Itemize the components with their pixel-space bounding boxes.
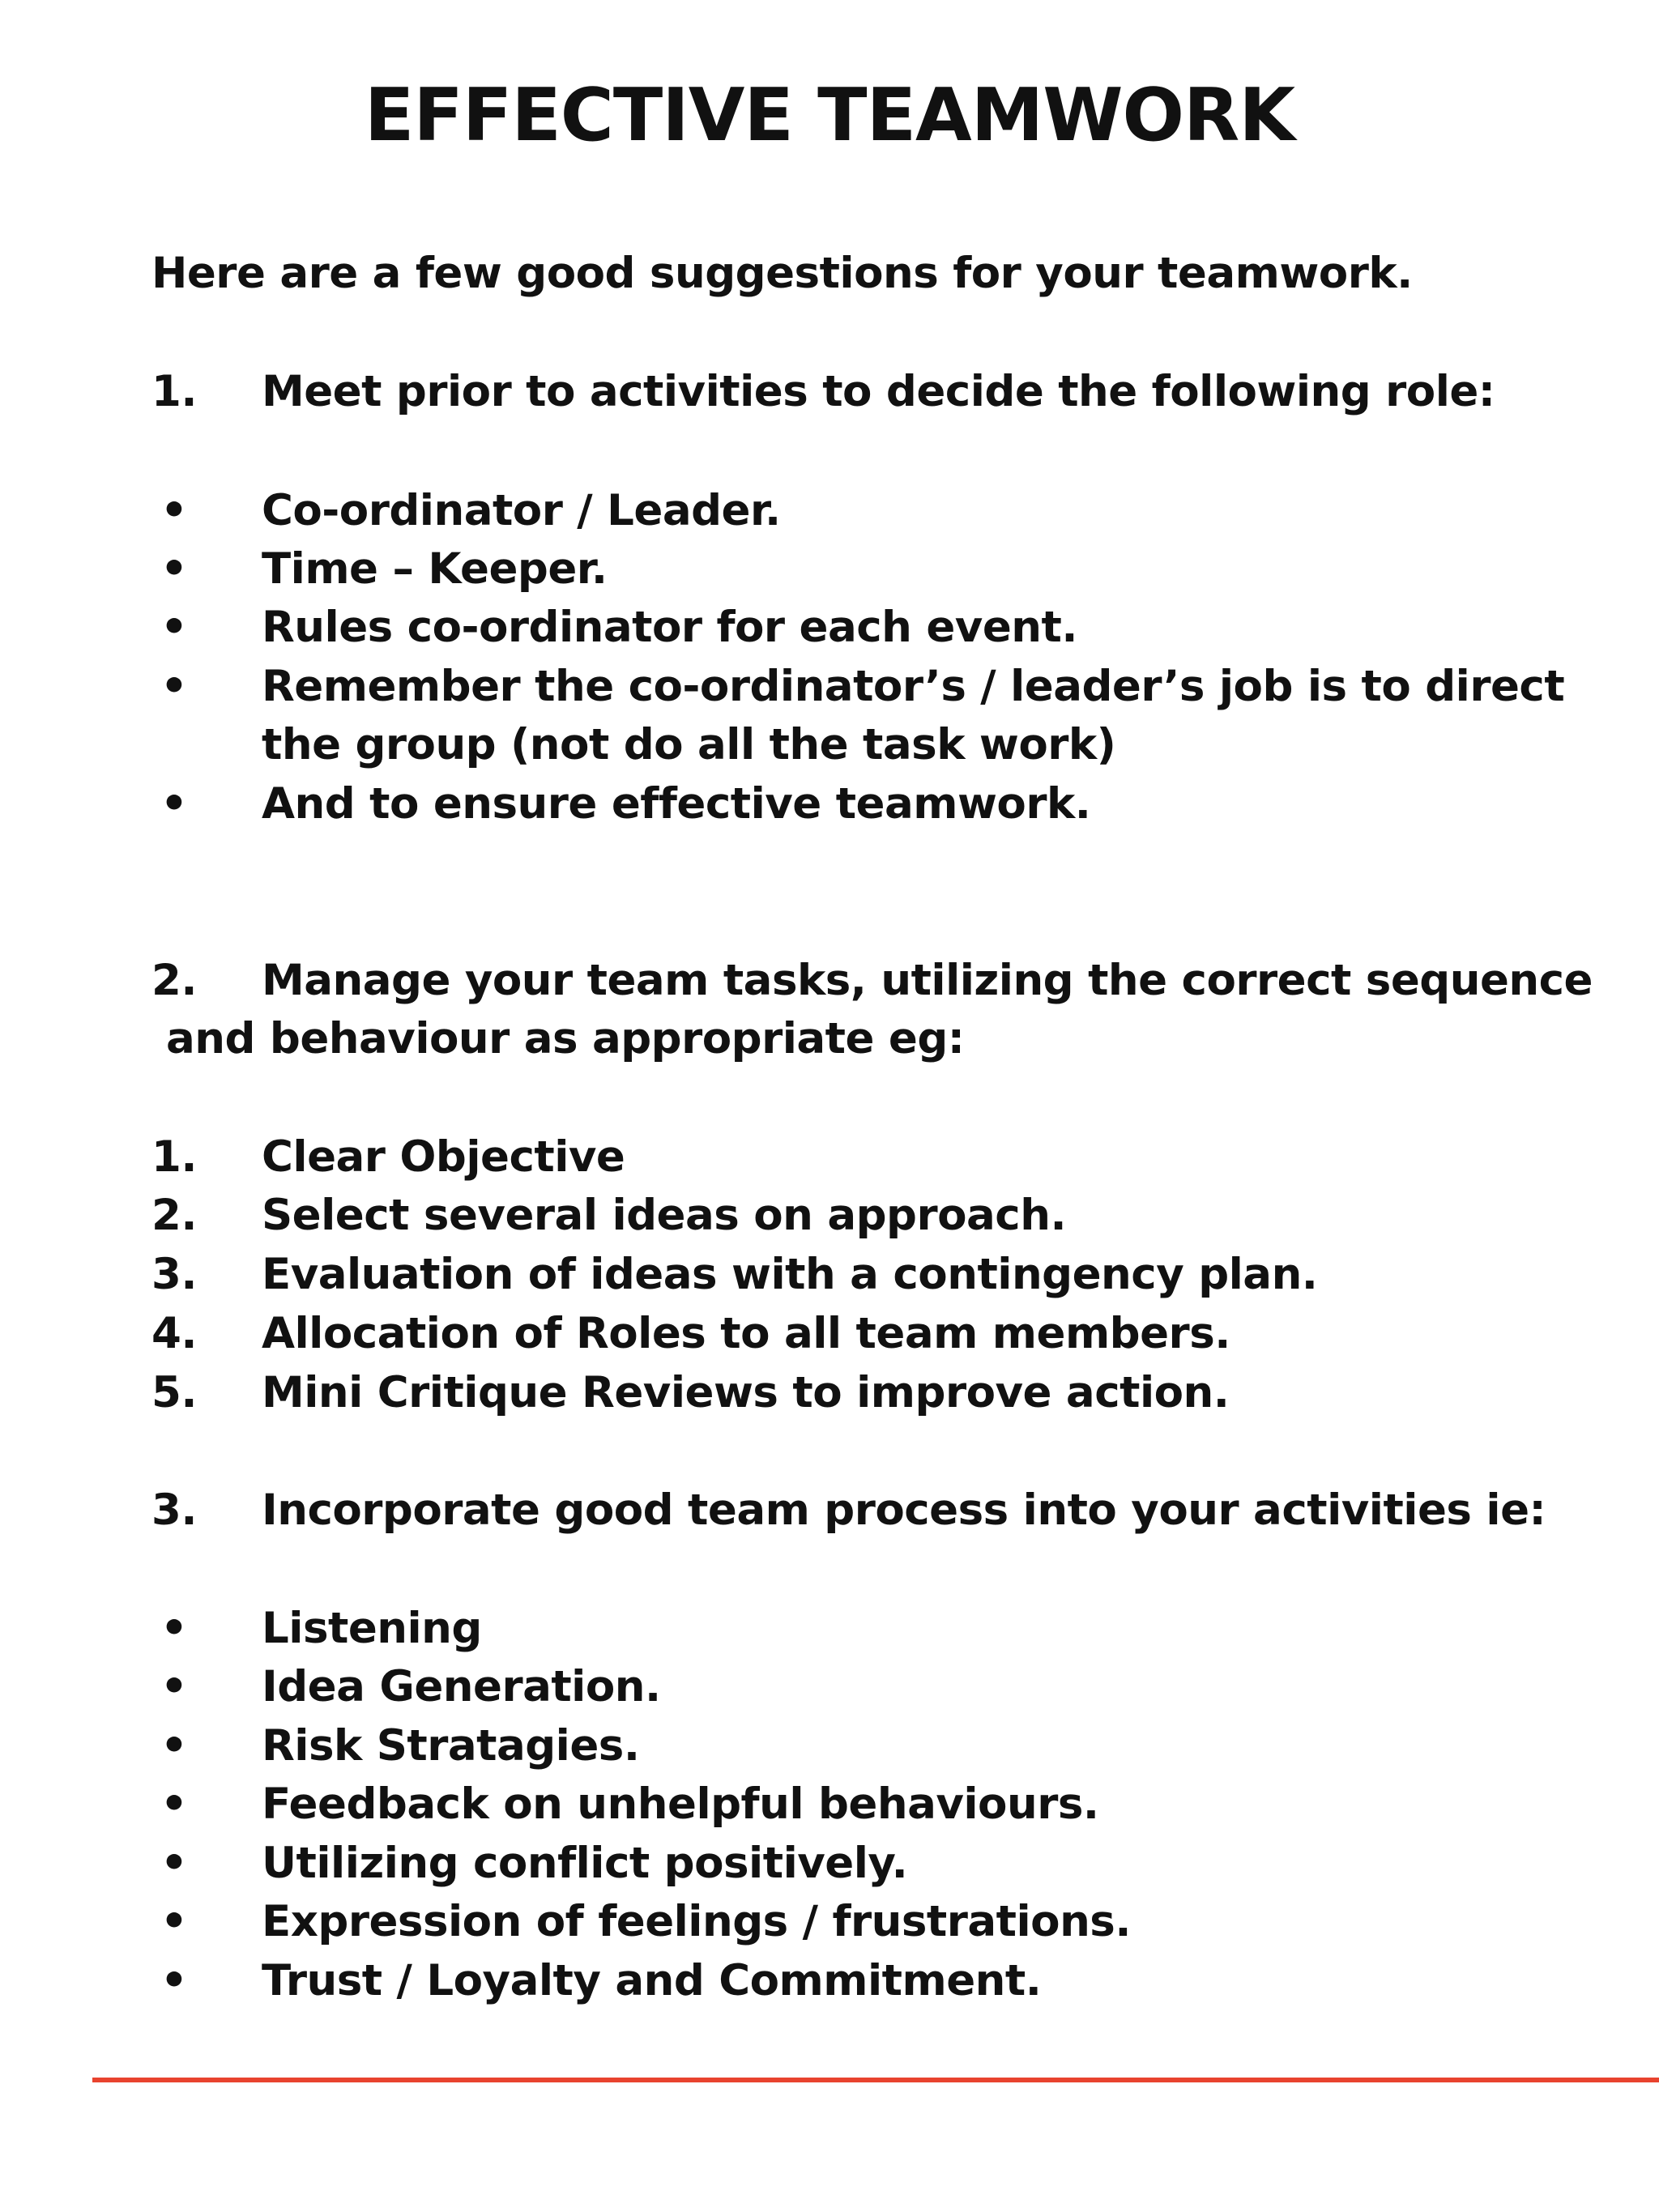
list-item-text: Remember the co-ordinator’s / leader’s job is to direct — [262, 662, 1565, 711]
step-number: 5. — [151, 1368, 198, 1417]
list-item-text: Time – Keeper. — [262, 544, 608, 594]
bullet-icon: • — [160, 1779, 188, 1829]
step-text: Select several ideas on approach. — [262, 1191, 1067, 1240]
list-item-text: Trust / Loyalty and Commitment. — [262, 1956, 1042, 2005]
step-number: 3. — [151, 1250, 198, 1299]
list-item-text: Co-ordinator / Leader. — [262, 486, 781, 535]
list-item-text: Risk Stratagies. — [262, 1721, 640, 1771]
list-item-text: Utilizing conflict positively. — [262, 1839, 908, 1888]
bullet-icon: • — [160, 1604, 188, 1653]
section-2-heading-text: Manage your team tasks, utilizing the correct sequence — [262, 956, 1593, 1005]
bullet-icon: • — [160, 779, 188, 829]
section-3-heading-text: Incorporate good team process into your activities ie: — [262, 1485, 1546, 1535]
step-text: Clear Objective — [262, 1132, 625, 1182]
bullet-icon: • — [160, 1956, 188, 2005]
section-1-number: 1. — [151, 367, 198, 416]
step-number: 4. — [151, 1309, 198, 1358]
footer-rule — [92, 2078, 1659, 2082]
step-text: Allocation of Roles to all team members. — [262, 1309, 1230, 1358]
section-1-heading-text: Meet prior to activities to decide the following role: — [262, 367, 1495, 416]
bullet-icon: • — [160, 1721, 188, 1771]
section-2-number: 2. — [151, 956, 198, 1005]
page-title: EFFECTIVE TEAMWORK — [364, 73, 1295, 158]
list-item-text: Listening — [262, 1604, 482, 1653]
list-item-text: Idea Generation. — [262, 1662, 661, 1711]
list-item-text: Feedback on unhelpful behaviours. — [262, 1779, 1099, 1829]
bullet-icon: • — [160, 603, 188, 652]
step-number: 2. — [151, 1191, 198, 1240]
bullet-icon: • — [160, 1839, 188, 1888]
section-3-number: 3. — [151, 1485, 198, 1535]
list-item-text: Rules co-ordinator for each event. — [262, 603, 1077, 652]
intro-text: Here are a few good suggestions for your teamwork. — [151, 249, 1413, 298]
bullet-icon: • — [160, 544, 188, 594]
step-number: 1. — [151, 1132, 198, 1182]
section-2-heading-continuation: and behaviour as appropriate eg: — [166, 1014, 965, 1063]
step-text: Mini Critique Reviews to improve action. — [262, 1368, 1230, 1417]
bullet-icon: • — [160, 1897, 188, 1946]
list-item-text: the group (not do all the task work) — [262, 720, 1116, 769]
list-item-text: Expression of feelings / frustrations. — [262, 1897, 1131, 1946]
bullet-icon: • — [160, 662, 188, 711]
step-text: Evaluation of ideas with a contingency plan. — [262, 1250, 1318, 1299]
bullet-icon: • — [160, 1662, 188, 1711]
list-item-text: And to ensure effective teamwork. — [262, 779, 1091, 829]
bullet-icon: • — [160, 486, 188, 535]
